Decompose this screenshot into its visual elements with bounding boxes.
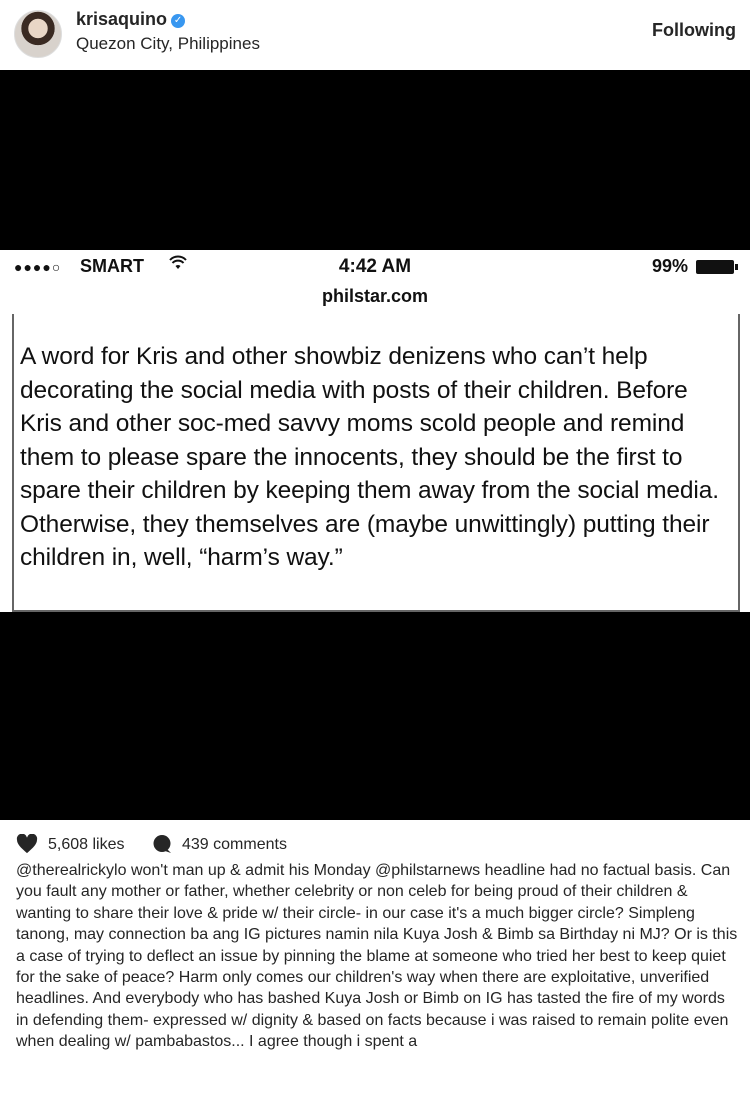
comment-bubble-icon[interactable] bbox=[152, 834, 172, 854]
post-header bbox=[0, 0, 750, 70]
article-text: A word for Kris and other showbiz denizens who can’t help decorating the social media with posts of their children. Before Kris and other soc-med savvy moms scold people and remind them to please spare the innocents, they should be the first to spare their children by keeping them away from the social media. Otherwise, they themselves are (maybe unwittingly) putting their children in, well, “harm’s way.” bbox=[20, 343, 720, 571]
post-caption: @therealrickylo won't man up & admit his Monday @philstarnews headline had no factual basis. Can you fault any mother or father, whether celebrity or non celeb for being proud of their children & wanting to share their love & pride w/ their circle- in our case it's a much bigger circle? Simpleng tanong, may connection ba ang IG pictures namin nila Kuya Josh & Bimb sa Birthday ni MJ? Or is this a case of trying to deflect an issue by pinning the blame at someone who tried her best to keep quiet for the sake of peace? Harm only comes our children's way when there are exploitative, unverified headlines. And everybody who has bashed Kuya Josh or Bimb on IG has tasted the fire of my words in defending them- expressed w/ dignity & based on facts because i was raised to remain polite even when dealing w/ pambabastos... I agree though i spent a bbox=[16, 862, 738, 1051]
likes-count[interactable]: 5,608 likes bbox=[48, 836, 125, 853]
battery-icon bbox=[696, 260, 734, 274]
comments-count[interactable]: 439 comments bbox=[182, 836, 287, 853]
battery-percent: 99% bbox=[651, 256, 688, 276]
redacted-block-bottom bbox=[0, 612, 750, 820]
avatar[interactable] bbox=[14, 10, 62, 58]
carrier-name: SMART bbox=[80, 256, 144, 276]
heart-icon[interactable] bbox=[16, 834, 38, 854]
phone-status-bar bbox=[0, 250, 750, 284]
verified-badge-icon: ✓ bbox=[171, 14, 185, 28]
clock: 4:42 AM bbox=[338, 256, 412, 277]
following-button[interactable]: Following bbox=[652, 20, 736, 40]
redacted-block-top bbox=[0, 70, 750, 250]
engagement-bar bbox=[0, 832, 750, 860]
battery-tip bbox=[735, 264, 738, 270]
article-excerpt bbox=[12, 314, 740, 612]
signal-icon: ●●●●○ bbox=[14, 259, 62, 275]
username-row[interactable] bbox=[76, 9, 185, 30]
browser-url: philstar.com bbox=[0, 284, 750, 314]
location[interactable]: Quezon City, Philippines bbox=[76, 34, 260, 53]
username[interactable]: krisaquino bbox=[76, 9, 168, 29]
